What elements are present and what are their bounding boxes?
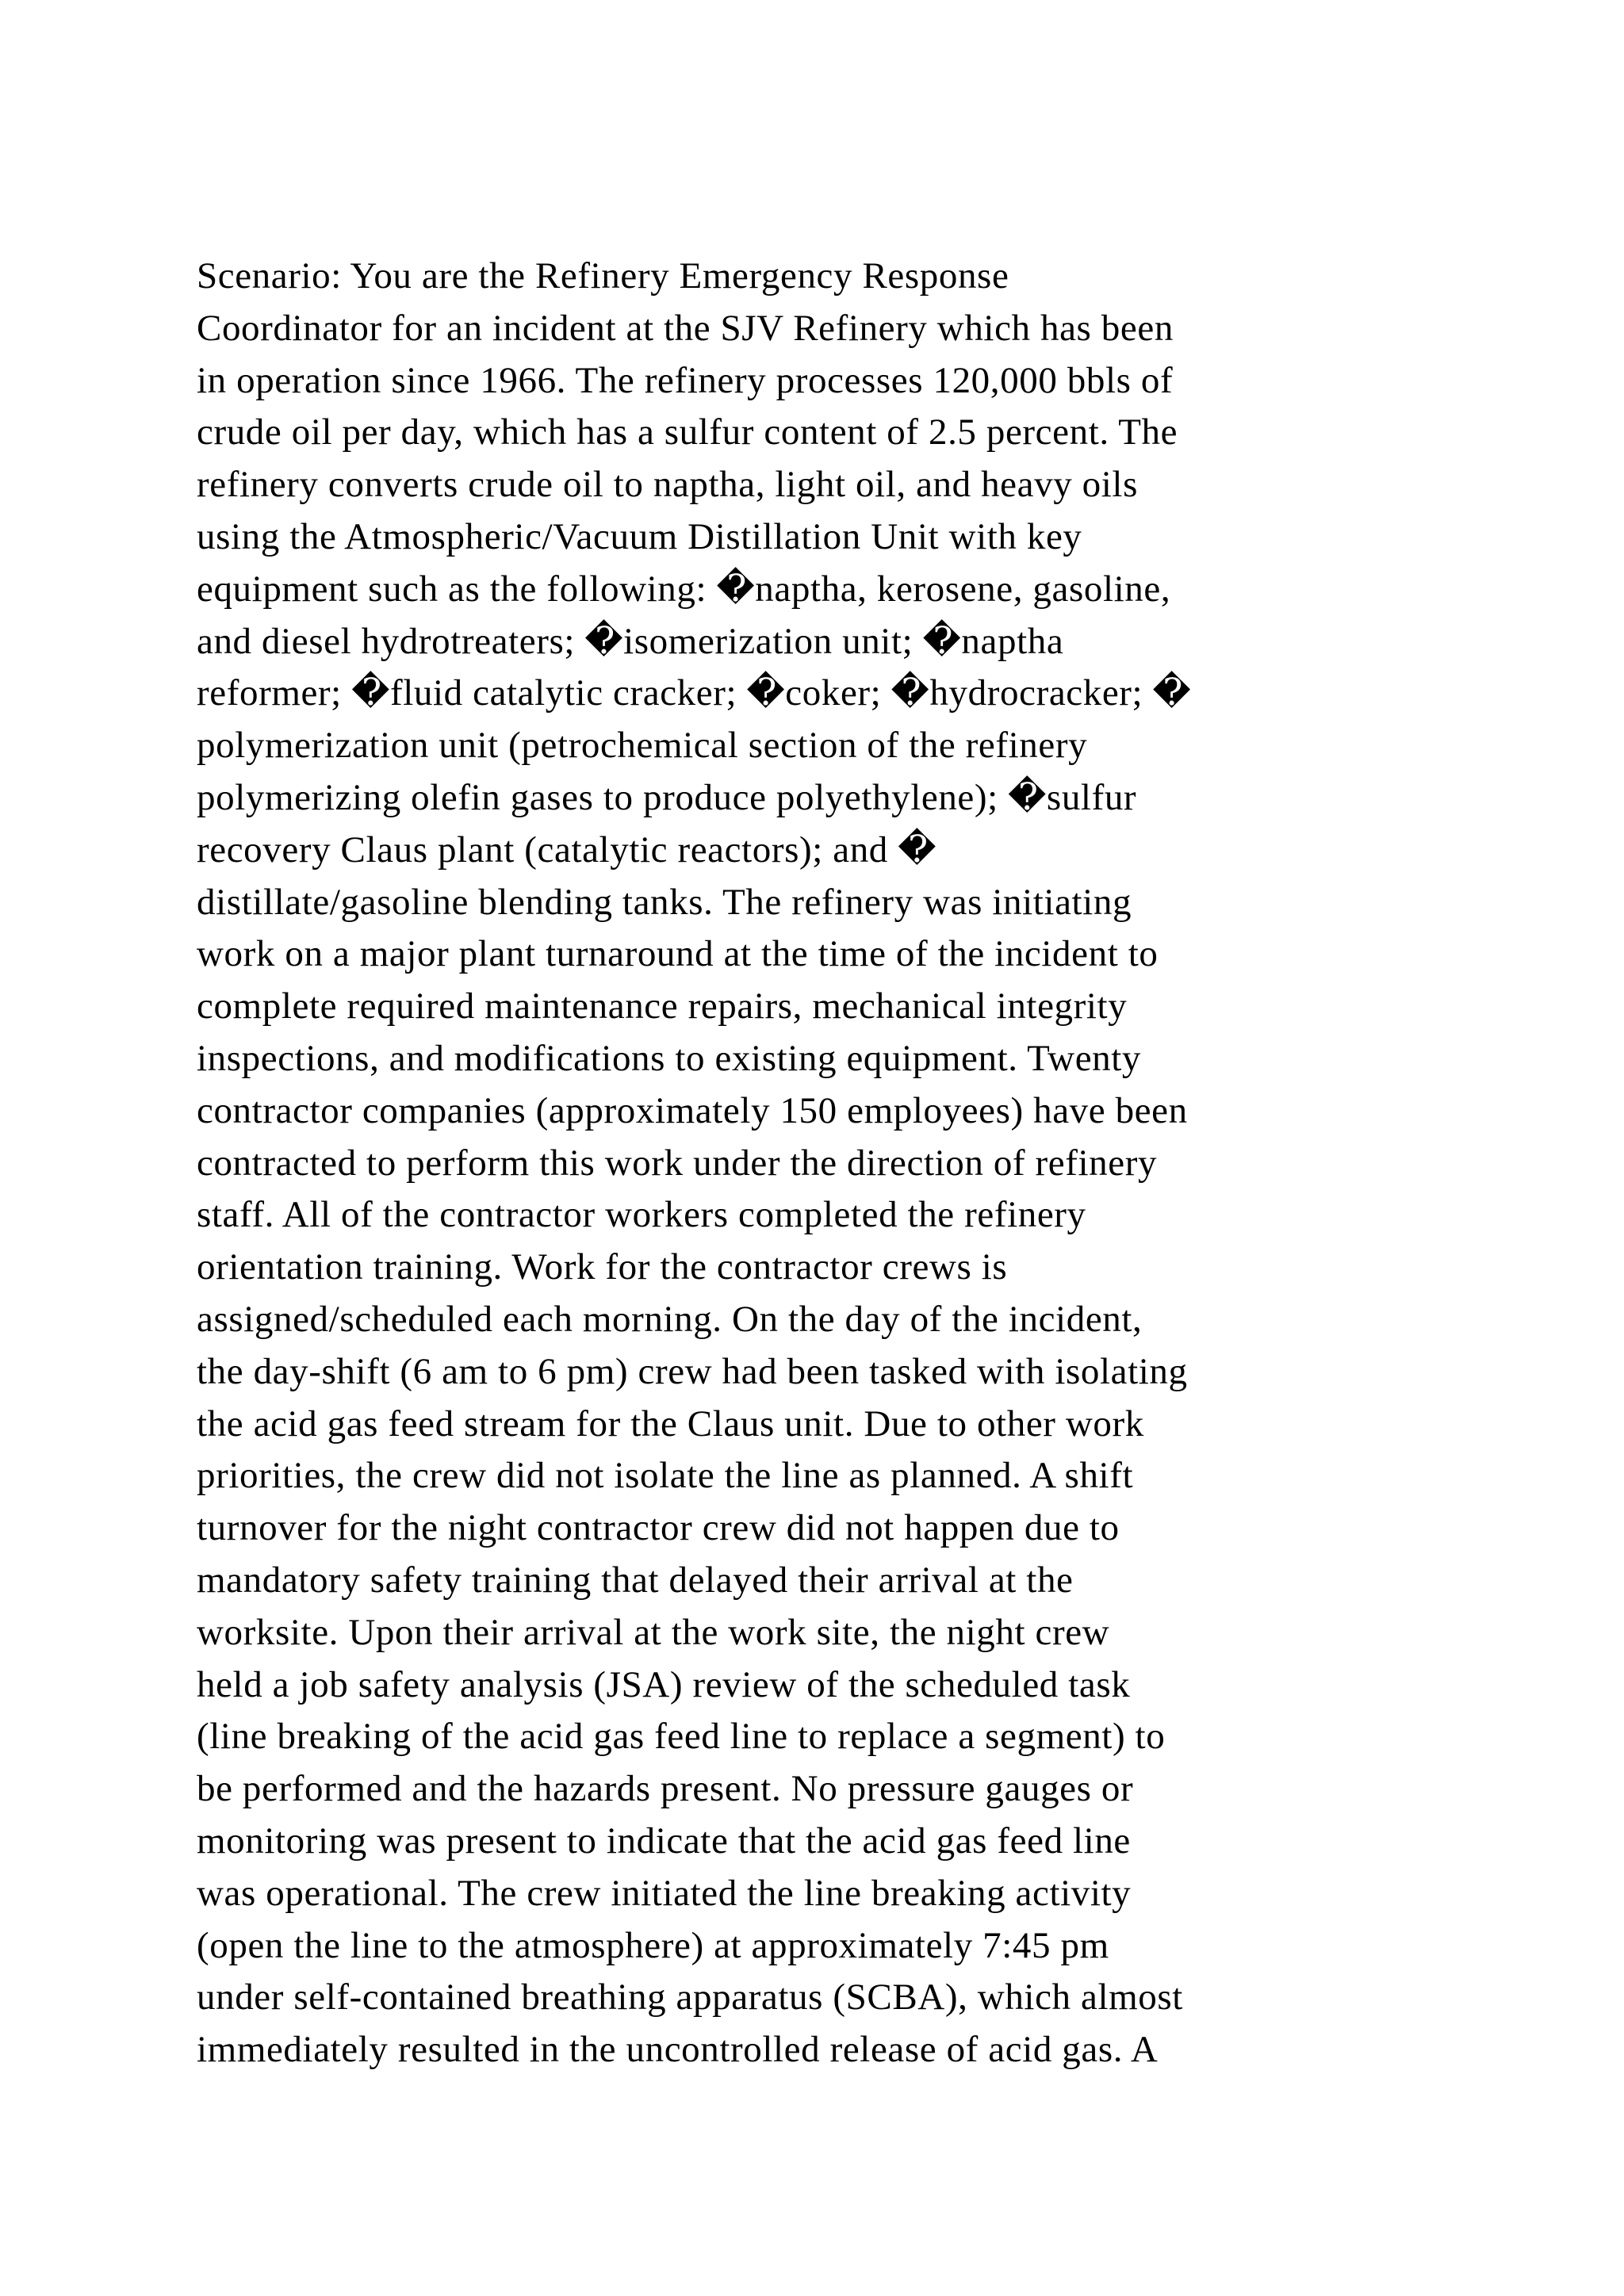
- text-line: turnover for the night contractor crew did not happen due to: [197, 1507, 1120, 1549]
- text-line: crude oil per day, which has a sulfur content of 2.5 percent. The: [197, 411, 1178, 453]
- text-line: immediately resulted in the uncontrolled release of acid gas. A: [197, 2029, 1159, 2071]
- text-line: priorities, the crew did not isolate the line as planned. A shift: [197, 1455, 1134, 1497]
- text-line: recovery Claus plant (catalytic reactors); and �: [197, 828, 937, 871]
- scenario-paragraph: [197, 251, 1465, 2076]
- text-line: polymerizing olefin gases to produce polyethylene); �sulfur: [197, 776, 1137, 818]
- text-line: complete required maintenance repairs, mechanical integrity: [197, 985, 1128, 1027]
- text-line: distillate/gasoline blending tanks. The refinery was initiating: [197, 881, 1132, 923]
- text-line: mandatory safety training that delayed their arrival at the: [197, 1559, 1074, 1601]
- text-line: assigned/scheduled each morning. On the day of the incident,: [197, 1298, 1143, 1340]
- text-line: (line breaking of the acid gas feed line to replace a segment) to: [197, 1716, 1166, 1758]
- text-line: worksite. Upon their arrival at the work site, the night crew: [197, 1611, 1110, 1653]
- text-line: reformer; �fluid catalytic cracker; �coker; �hydrocracker; �: [197, 672, 1192, 714]
- text-line: polymerization unit (petrochemical section of the refinery: [197, 725, 1088, 767]
- text-line: staff. All of the contractor workers completed the refinery: [197, 1194, 1086, 1236]
- text-line: orientation training. Work for the contractor crews is: [197, 1246, 1008, 1288]
- text-line: monitoring was present to indicate that the acid gas feed line: [197, 1820, 1131, 1862]
- text-line: inspections, and modifications to existing equipment. Twenty: [197, 1037, 1142, 1079]
- text-line: Coordinator for an incident at the SJV Refinery which has been: [197, 307, 1174, 349]
- text-line: contracted to perform this work under the direction of refinery: [197, 1142, 1158, 1184]
- text-line: the day-shift (6 am to 6 pm) crew had been tasked with isolating: [197, 1350, 1188, 1392]
- text-line: in operation since 1966. The refinery processes 120,000 bbls of: [197, 359, 1174, 401]
- text-line: be performed and the hazards present. No pressure gauges or: [197, 1768, 1134, 1810]
- text-line: was operational. The crew initiated the line breaking activity: [197, 1872, 1132, 1914]
- text-line: (open the line to the atmosphere) at approximately 7:45 pm: [197, 1924, 1109, 1966]
- text-line: refinery converts crude oil to naptha, light oil, and heavy oils: [197, 464, 1138, 506]
- text-line: Scenario: You are the Refinery Emergency Response: [197, 255, 1009, 297]
- text-line: contractor companies (approximately 150 employees) have been: [197, 1089, 1188, 1131]
- text-line: under self-contained breathing apparatus (SCBA), which almost: [197, 1976, 1183, 2019]
- text-line: work on a major plant turnaround at the time of the incident to: [197, 933, 1159, 975]
- text-line: the acid gas feed stream for the Claus unit. Due to other work: [197, 1402, 1144, 1445]
- text-line: equipment such as the following: �naptha, kerosene, gasoline,: [197, 568, 1171, 610]
- text-line: using the Atmospheric/Vacuum Distillation Unit with key: [197, 515, 1082, 557]
- text-line: held a job safety analysis (JSA) review of the scheduled task: [197, 1663, 1131, 1705]
- text-line: and diesel hydrotreaters; �isomerization unit; �naptha: [197, 620, 1064, 662]
